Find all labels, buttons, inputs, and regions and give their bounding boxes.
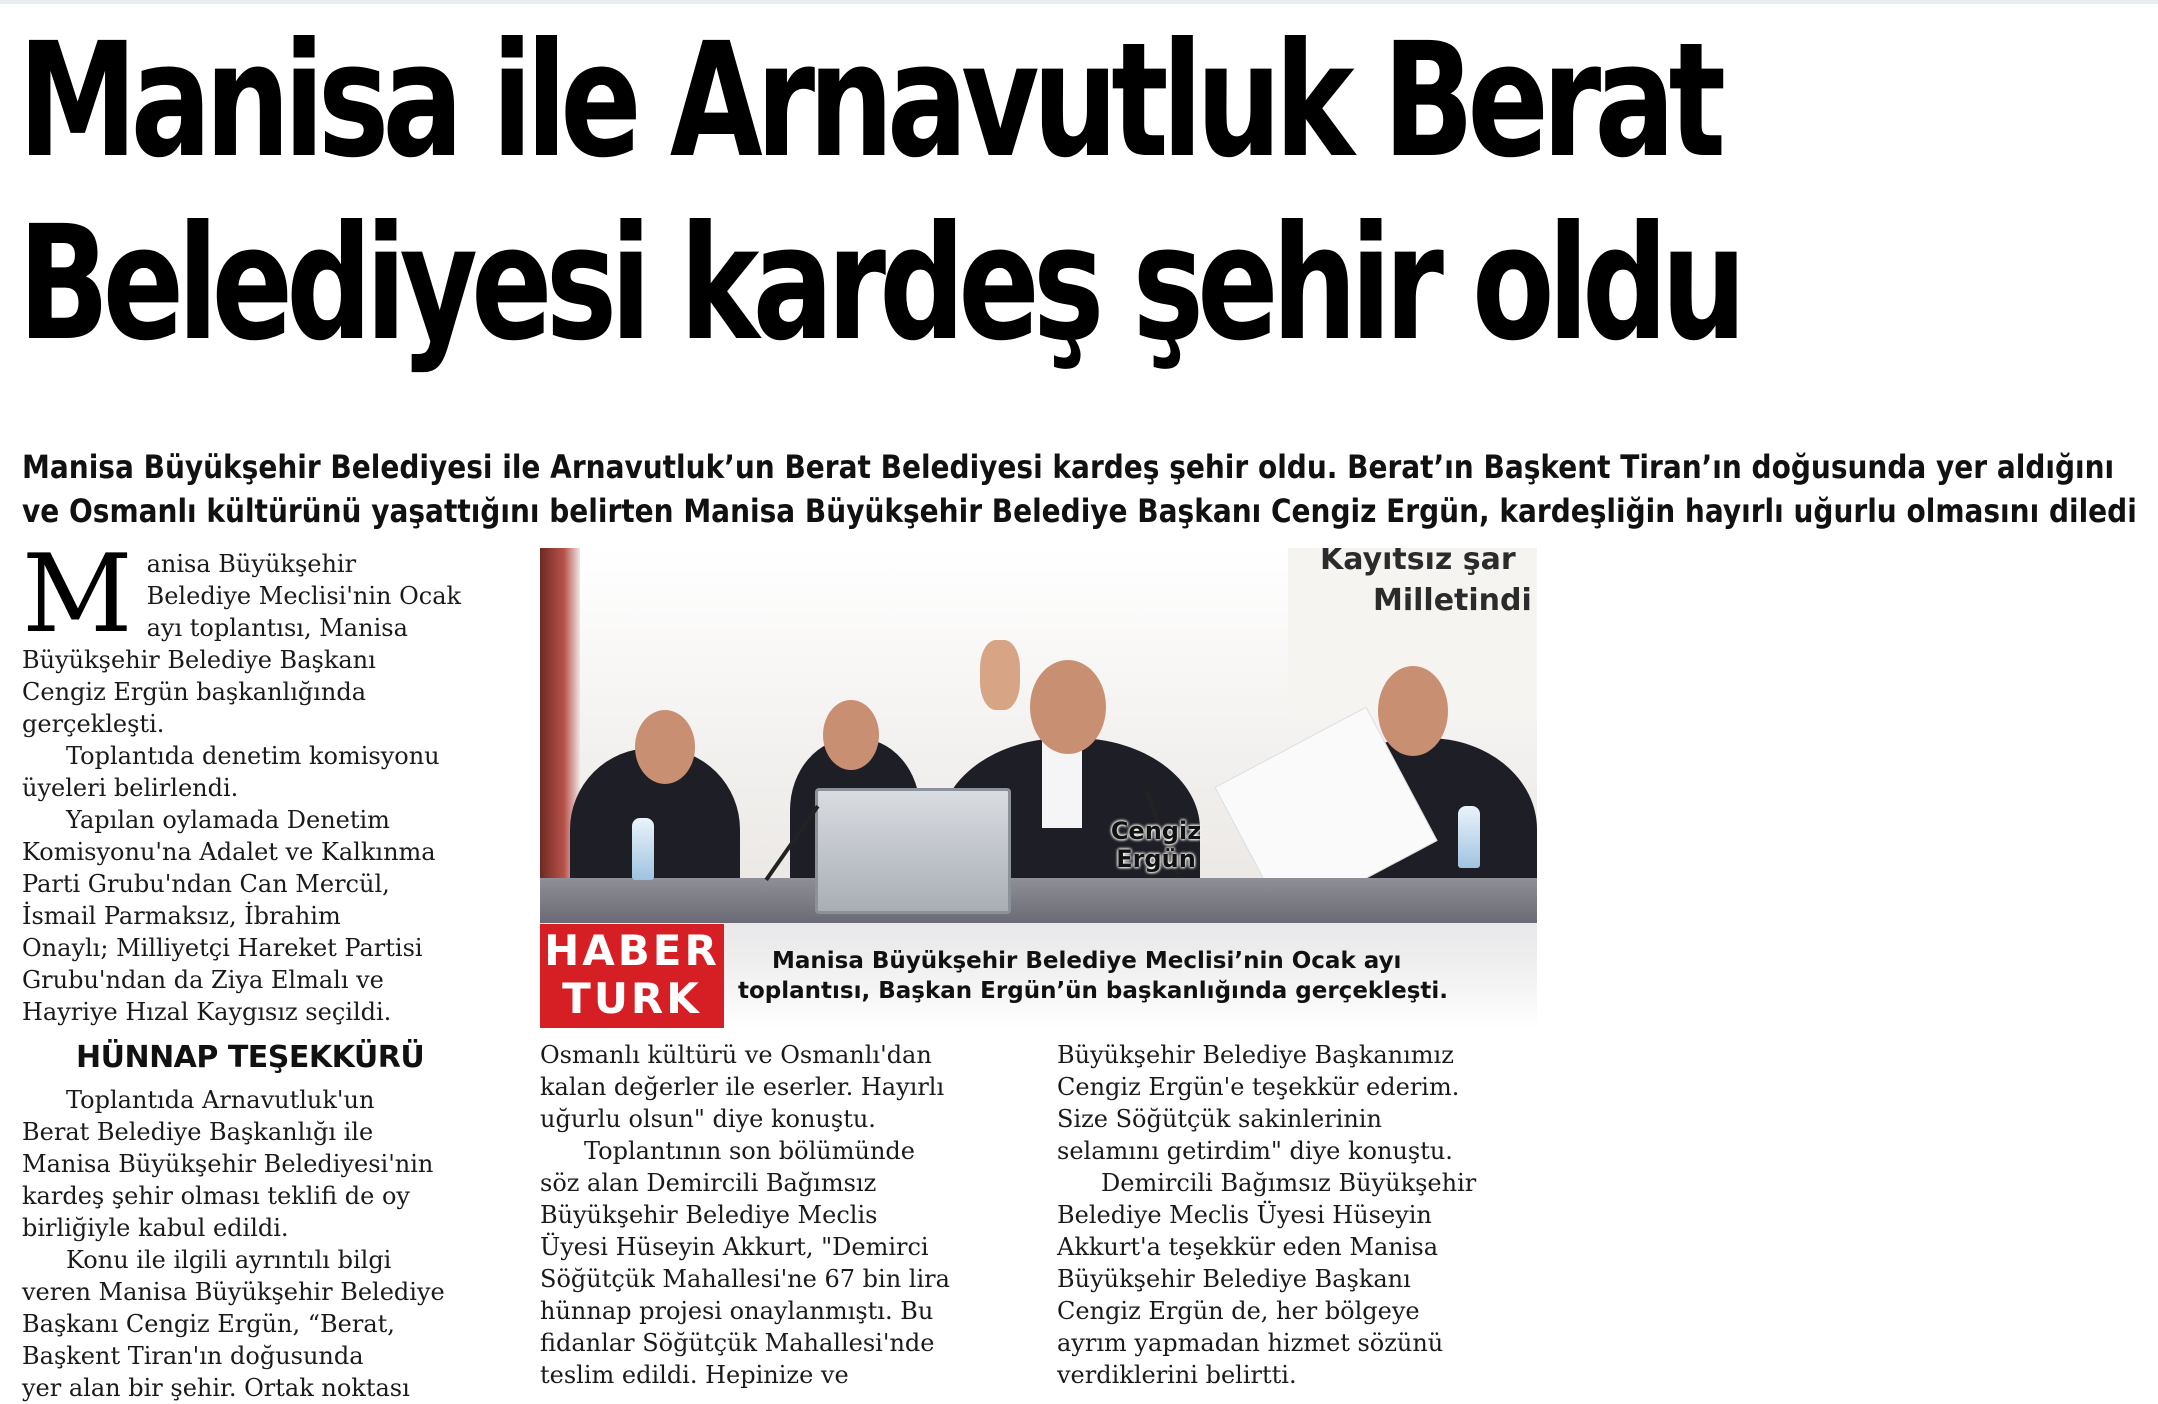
body-line: anisa Büyükşehir	[146, 550, 357, 578]
body-line: kardeş şehir olması teklifi de oy	[22, 1182, 410, 1210]
article-column-2	[540, 1039, 1020, 1391]
body-line: gerçekleşti.	[22, 710, 165, 738]
body-line: Belediye Meclis Üyesi Hüseyin	[1057, 1201, 1432, 1229]
water-bottle	[632, 818, 654, 880]
body-line: hünnap projesi onaylanmıştı. Bu	[540, 1297, 934, 1325]
haberturk-logo	[540, 924, 724, 1028]
body-line: Başkent Tiran'ın doğusunda	[22, 1342, 364, 1370]
laptop	[815, 788, 1011, 914]
body-line: Toplantıda denetim komisyonu	[66, 742, 440, 770]
body-line: selamını getirdim" diye konuştu.	[1057, 1137, 1453, 1165]
body-line: İsmail Parmaksız, İbrahim	[22, 902, 341, 930]
body-line: Akkurt'a teşekkür eden Manisa	[1057, 1233, 1439, 1261]
body-line: verdiklerini belirtti.	[1057, 1361, 1297, 1389]
body-line: Konu ile ilgili ayrıntılı bilgi	[66, 1246, 392, 1274]
body-line: Üyesi Hüseyin Akkurt, "Demirci	[540, 1233, 929, 1261]
body-line: veren Manisa Büyükşehir Belediye	[22, 1278, 445, 1306]
body-line: ayrım yapmadan hizmet sözünü	[1057, 1329, 1444, 1357]
body-line: Manisa Büyükşehir Belediyesi'nin	[22, 1150, 434, 1178]
body-line: Büyükşehir Belediye Başkanı	[22, 646, 376, 674]
raised-hand	[980, 640, 1020, 710]
banner-text-1: Kayıtsız şar	[1320, 548, 1516, 577]
person-label-line-2: Ergün	[1116, 845, 1196, 873]
top-rule	[0, 0, 2158, 4]
drop-cap: M	[22, 532, 133, 657]
logo-word-2: TURK	[562, 974, 702, 1023]
water-bottle	[1458, 806, 1480, 868]
logo-word-1: HABER	[544, 926, 720, 975]
body-line: birliğiyle kabul edildi.	[22, 1214, 289, 1242]
deck-line-1: Manisa Büyükşehir Belediyesi ile Arnavutluk’un Berat Belediyesi kardeş şehir oldu. Berat’ın Başkent Tiran’ın doğusunda yer aldığını	[22, 448, 2115, 486]
body-line: Büyükşehir Belediye Başkanımız	[1057, 1041, 1454, 1069]
council-member-2-face	[823, 700, 879, 770]
body-line: Size Söğütçük sakinlerinin	[1057, 1105, 1382, 1133]
body-line: Osmanlı kültürü ve Osmanlı'dan	[540, 1041, 932, 1069]
body-line: Toplantıda Arnavutluk'un	[66, 1086, 375, 1114]
headline-line-2: Belediyesi kardeş şehir oldu	[18, 192, 1740, 376]
body-line: söz alan Demircili Bağımsız	[540, 1169, 877, 1197]
body-line: Hayriye Hızal Kaygısız seçildi.	[22, 998, 392, 1026]
body-line: Onaylı; Milliyetçi Hareket Partisi	[22, 934, 423, 962]
section-subhead: HÜNNAP TEŞEKKÜRÜ	[76, 1040, 425, 1075]
council-member-4-face	[1378, 666, 1448, 756]
council-member-1-face	[635, 710, 695, 784]
body-line: Cengiz Ergün'e teşekkür ederim.	[1057, 1073, 1460, 1101]
body-line: kalan değerler ile eserler. Hayırlı	[540, 1073, 945, 1101]
body-line: teslim edildi. Hepinize ve	[540, 1361, 849, 1389]
photo-caption-line-2: toplantısı, Başkan Ergün’ün başkanlığında gerçekleşti.	[738, 978, 1449, 1004]
news-photo	[540, 548, 1537, 1028]
body-line: Berat Belediye Başkanlığı ile	[22, 1118, 374, 1146]
article-column-1	[22, 532, 502, 1404]
body-line: Parti Grubu'ndan Can Mercül,	[22, 870, 390, 898]
body-line: Cengiz Ergün de, her bölgeye	[1057, 1297, 1420, 1325]
photo-caption-line-1: Manisa Büyükşehir Belediye Meclisi’nin Ocak ayı	[772, 948, 1402, 974]
person-label-line-1: Cengiz	[1110, 817, 1202, 845]
body-line: yer alan bir şehir. Ortak noktası	[22, 1374, 410, 1402]
council-member-3-face	[1030, 660, 1106, 754]
article-column-3	[1057, 1039, 1537, 1391]
body-line: fidanlar Söğütçük Mahallesi'nde	[540, 1329, 935, 1357]
deck-line-2: ve Osmanlı kültürünü yaşattığını belirten Manisa Büyükşehir Belediye Başkanı Cengiz Ergün, kardeşliğin hayırlı uğurlu olmasını diledi	[22, 492, 2137, 530]
body-line: Büyükşehir Belediye Meclis	[540, 1201, 878, 1229]
body-line: uğurlu olsun" diye konuştu.	[540, 1105, 876, 1133]
banner-text-2: Milletindi	[1373, 583, 1532, 618]
body-line: Başkanı Cengiz Ergün, “Berat,	[22, 1310, 395, 1338]
body-line: Cengiz Ergün başkanlığında	[22, 678, 367, 706]
headline-line-1: Manisa ile Arnavutluk Berat	[18, 9, 1720, 193]
body-line: ayı toplantısı, Manisa	[146, 614, 408, 642]
body-line: Yapılan oylamada Denetim	[66, 806, 390, 834]
body-line: Demircili Bağımsız Büyükşehir	[1101, 1169, 1477, 1197]
body-line: Grubu'ndan da Ziya Elmalı ve	[22, 966, 384, 994]
body-line: Belediye Meclisi'nin Ocak	[146, 582, 462, 610]
body-line: Toplantının son bölümünde	[584, 1137, 915, 1165]
body-line: üyeleri belirlendi.	[22, 774, 239, 802]
body-line: Söğütçük Mahallesi'ne 67 bin lira	[540, 1265, 950, 1293]
body-line: Komisyonu'na Adalet ve Kalkınma	[22, 838, 436, 866]
body-line: Büyükşehir Belediye Başkanı	[1057, 1265, 1411, 1293]
